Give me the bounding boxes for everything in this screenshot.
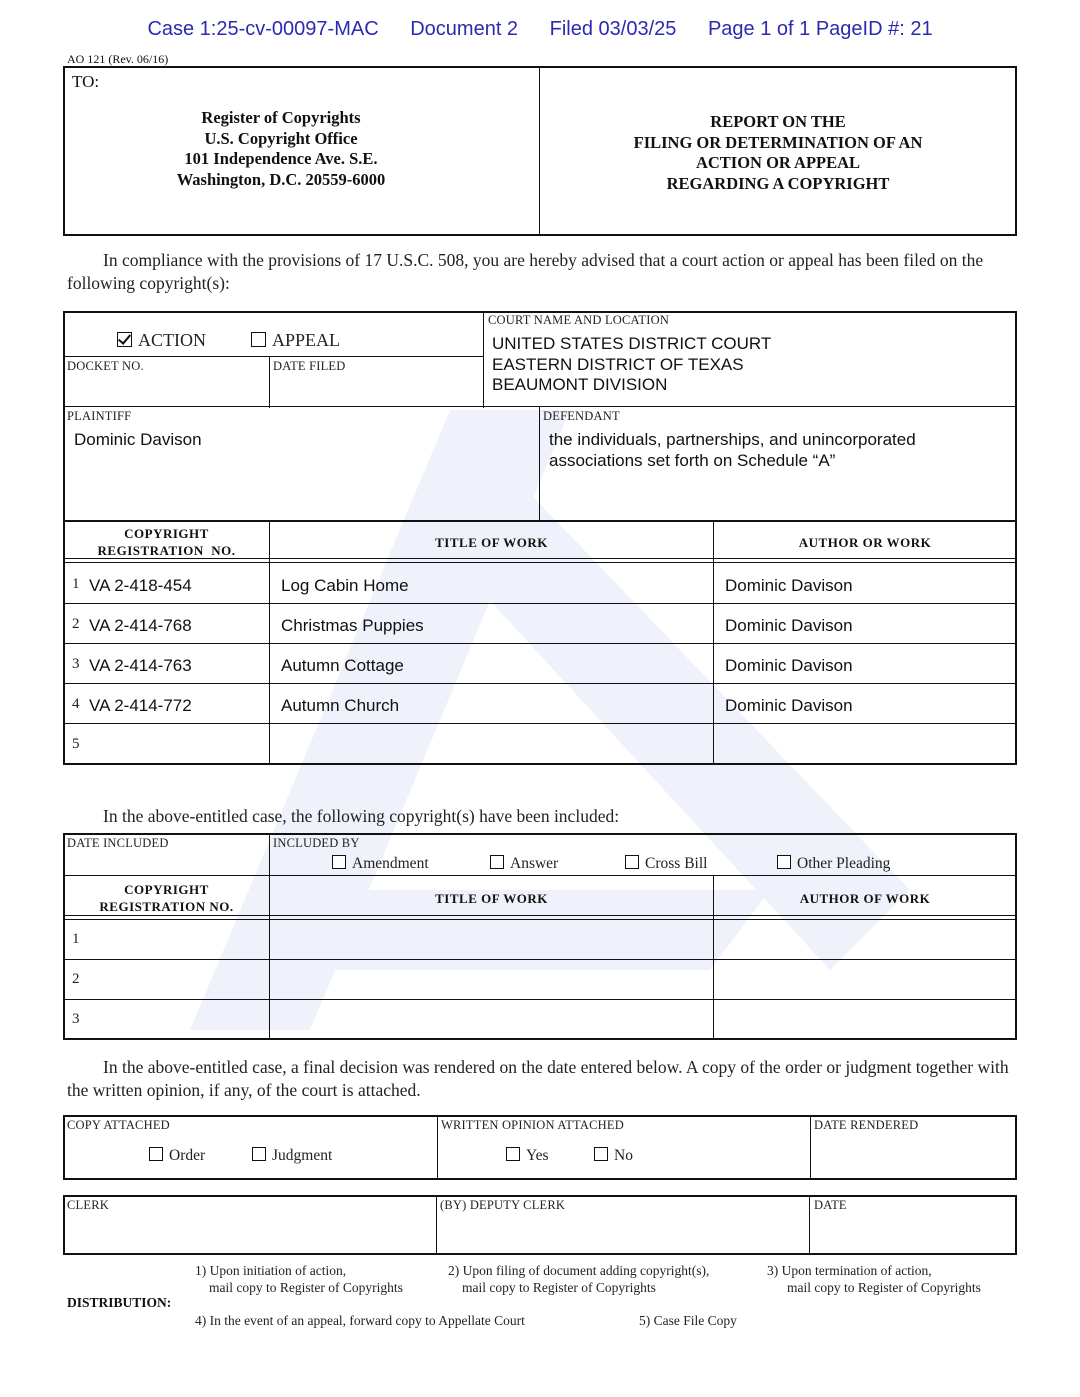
table-row-line (64, 643, 1016, 644)
title-cell: Log Cabin Home (281, 576, 409, 595)
filed-date: Filed 03/03/25 (549, 18, 677, 40)
checkbox-checked-icon (117, 332, 132, 347)
checkbox-label: Yes (526, 1147, 549, 1164)
defendant-line: associations set forth on Schedule “A” (549, 450, 836, 470)
date-filed-field[interactable] (278, 378, 476, 400)
checkbox-empty-icon (594, 1147, 608, 1161)
author-cell[interactable] (725, 1010, 1005, 1032)
date-rendered-label: DATE RENDERED (814, 1118, 919, 1132)
copy-attached-label: COPY ATTACHED (67, 1118, 170, 1132)
checkbox-empty-icon (252, 1147, 266, 1161)
author-cell: Dominic Davison (725, 616, 853, 635)
registration-cell: VA 2-414-772 (89, 696, 192, 715)
date-included-label: DATE INCLUDED (67, 836, 169, 850)
recipient-line: Washington, D.C. 20559-6000 (176, 169, 386, 189)
header-line: COPYRIGHT (124, 882, 209, 897)
table-row-line (64, 999, 1016, 1000)
distribution-item: 5) Case File Copy (639, 1313, 737, 1328)
row-number: 1 (72, 931, 80, 947)
title-cell[interactable] (281, 736, 701, 756)
to-label: TO: (72, 72, 100, 91)
court-name-label: COURT NAME AND LOCATION (488, 313, 670, 327)
signature-date-field[interactable] (816, 1218, 1011, 1248)
docket-row-line (64, 356, 483, 357)
title-cell: Autumn Cottage (281, 656, 404, 675)
author-header: AUTHOR OR WORK (798, 535, 932, 550)
recipient-address (64, 108, 498, 190)
distribution-line: mail copy to Register of Copyrights (462, 1280, 656, 1295)
header-line: REGISTRATION NO. (97, 542, 236, 558)
registration-header (64, 882, 269, 915)
registration-cell[interactable] (89, 1010, 259, 1032)
signature-divider (436, 1196, 437, 1254)
row-number: 2 (72, 971, 80, 987)
report-title (540, 112, 1016, 194)
clerk-field[interactable] (70, 1218, 430, 1248)
parties-row-line (64, 406, 1016, 407)
form-number: AO 121 (Rev. 06/16) (67, 52, 169, 66)
row-number: 5 (72, 736, 80, 752)
distribution-line: 2) Upon filing of document adding copyright(s), (448, 1263, 710, 1278)
header-line: REGISTRATION NO. (99, 898, 234, 914)
title-cell: Autumn Church (281, 696, 400, 715)
checkbox-empty-icon (625, 855, 639, 869)
opinion-no-checkbox[interactable] (594, 1147, 633, 1165)
registration-cell[interactable] (89, 930, 259, 952)
decision-paragraph: In the above-entitled case, a final decision was rendered on the date entered below. A copy of the order or judgment together with the written opinion, if any, of the court is attached. (67, 1057, 1009, 1100)
distribution-item: 4) In the event of an appeal, forward copy to Appellate Court (195, 1313, 525, 1328)
title-cell[interactable] (281, 930, 701, 952)
registration-cell: VA 2-414-768 (89, 616, 192, 635)
checkbox-label: Other Pleading (797, 855, 891, 872)
checkbox-label: Amendment (352, 855, 429, 872)
appeal-checkbox[interactable] (251, 330, 340, 351)
decision-divider (437, 1116, 438, 1179)
author-cell[interactable] (725, 970, 1005, 992)
row-number: 1 (72, 576, 80, 592)
header-line: COPYRIGHT (124, 526, 209, 541)
defendant-line: the individuals, partnerships, and unincorporated (549, 430, 916, 449)
report-title-line: FILING OR DETERMINATION OF AN (633, 132, 923, 152)
title-cell[interactable] (281, 1010, 701, 1032)
table-row-line (64, 959, 1016, 960)
clerk-label: CLERK (67, 1198, 109, 1212)
author-cell: Dominic Davison (725, 656, 853, 675)
other-pleading-checkbox[interactable] (777, 855, 890, 873)
case-number: Case 1:25-cv-00097-MAC (147, 18, 379, 40)
author-cell: Dominic Davison (725, 576, 853, 595)
defendant-label: DEFENDANT (543, 409, 620, 423)
row-number: 4 (72, 696, 80, 712)
deputy-clerk-label: (BY) DEPUTY CLERK (440, 1198, 566, 1212)
court-divider (483, 312, 484, 408)
court-name-value (492, 334, 771, 396)
author-cell: Dominic Davison (725, 696, 853, 715)
checkbox-label: Cross Bill (645, 855, 708, 872)
checkbox-label: No (614, 1147, 633, 1164)
distribution-item (448, 1262, 709, 1296)
date-label: DATE (814, 1198, 847, 1212)
row-number: 3 (72, 656, 80, 672)
table-header-rule (64, 915, 1016, 920)
checkbox-empty-icon (777, 855, 791, 869)
date-filed-label: DATE FILED (273, 359, 346, 373)
registration-header (64, 526, 269, 559)
checkbox-empty-icon (251, 332, 266, 347)
court-line: UNITED STATES DISTRICT COURT (492, 334, 772, 353)
ecf-filing-header (0, 18, 1080, 41)
docket-no-label: DOCKET NO. (67, 359, 144, 373)
date-rendered-field[interactable] (818, 1140, 1008, 1170)
registration-cell: VA 2-414-763 (89, 656, 192, 675)
signature-divider (809, 1196, 810, 1254)
table-col-divider (269, 834, 270, 1039)
appeal-label: APPEAL (272, 330, 341, 350)
judgment-checkbox[interactable] (252, 1147, 332, 1165)
distribution-line: 3) Upon termination of action, (767, 1263, 932, 1278)
author-cell[interactable] (725, 736, 1005, 756)
written-opinion-label: WRITTEN OPINION ATTACHED (441, 1118, 624, 1132)
table-row-line (64, 603, 1016, 604)
decision-divider (810, 1116, 811, 1179)
included-by-row-line (64, 875, 1016, 876)
included-by-label: INCLUDED BY (273, 836, 360, 850)
defendant-value (549, 430, 916, 471)
recipient-line: U.S. Copyright Office (204, 128, 358, 148)
plaintiff-label: PLAINTIFF (67, 409, 132, 423)
action-checkbox[interactable] (117, 330, 206, 351)
distribution-line: mail copy to Register of Copyrights (209, 1280, 403, 1295)
checkbox-empty-icon (506, 1147, 520, 1161)
table-row-line (64, 683, 1016, 684)
title-header: TITLE OF WORK (435, 891, 548, 906)
table-row-line (64, 723, 1016, 724)
registration-cell[interactable] (89, 970, 259, 992)
distribution-line: 1) Upon initiation of action, (195, 1263, 347, 1278)
court-line: BEAUMONT DIVISION (492, 375, 668, 394)
report-title-line: REPORT ON THE (710, 112, 846, 131)
checkbox-empty-icon (490, 855, 504, 869)
action-label: ACTION (138, 330, 206, 350)
report-title-line: REGARDING A COPYRIGHT (666, 173, 890, 193)
report-title-line: ACTION OR APPEAL (695, 153, 861, 172)
title-header: TITLE OF WORK (435, 535, 548, 550)
author-cell[interactable] (725, 930, 1005, 952)
intro-paragraph: In compliance with the provisions of 17 U.S.C. 508, you are hereby advised that a court action or appeal has been filed on the following copyright(s): (67, 250, 984, 293)
distribution-line: mail copy to Register of Copyrights (787, 1280, 981, 1295)
plaintiff-value: Dominic Davison (74, 430, 202, 449)
distribution-item (195, 1262, 403, 1296)
checkbox-label: Judgment (272, 1147, 333, 1164)
cross-bill-checkbox[interactable] (625, 855, 707, 873)
recipient-line: 101 Independence Ave. S.E. (184, 149, 378, 168)
answer-checkbox[interactable] (490, 855, 558, 873)
checkbox-label: Order (169, 1147, 206, 1164)
checkbox-empty-icon (149, 1147, 163, 1161)
checkbox-empty-icon (332, 855, 346, 869)
document-number: Document 2 (410, 18, 519, 40)
title-cell[interactable] (281, 970, 701, 992)
order-checkbox[interactable] (149, 1147, 205, 1165)
recipient-line: Register of Copyrights (201, 108, 361, 127)
author-header: AUTHOR OF WORK (799, 891, 931, 906)
amendment-checkbox[interactable] (332, 855, 429, 873)
checkbox-label: Answer (510, 855, 559, 872)
page-info: Page 1 of 1 PageID #: 21 (707, 18, 933, 40)
registration-cell[interactable] (89, 736, 259, 756)
docket-no-field[interactable] (72, 378, 262, 400)
court-line: EASTERN DISTRICT OF TEXAS (492, 354, 744, 374)
docket-divider (269, 356, 270, 408)
deputy-clerk-field[interactable] (443, 1218, 803, 1248)
title-cell: Christmas Puppies (281, 616, 424, 635)
distribution-item (767, 1262, 981, 1296)
row-number: 2 (72, 616, 80, 632)
opinion-yes-checkbox[interactable] (506, 1147, 549, 1165)
included-paragraph: In the above-entitled case, the following copyright(s) have been included: (103, 806, 620, 826)
distribution-label: DISTRIBUTION: (67, 1295, 172, 1310)
parties-divider (539, 407, 540, 521)
row-number: 3 (72, 1011, 80, 1027)
registration-cell: VA 2-418-454 (89, 576, 192, 595)
